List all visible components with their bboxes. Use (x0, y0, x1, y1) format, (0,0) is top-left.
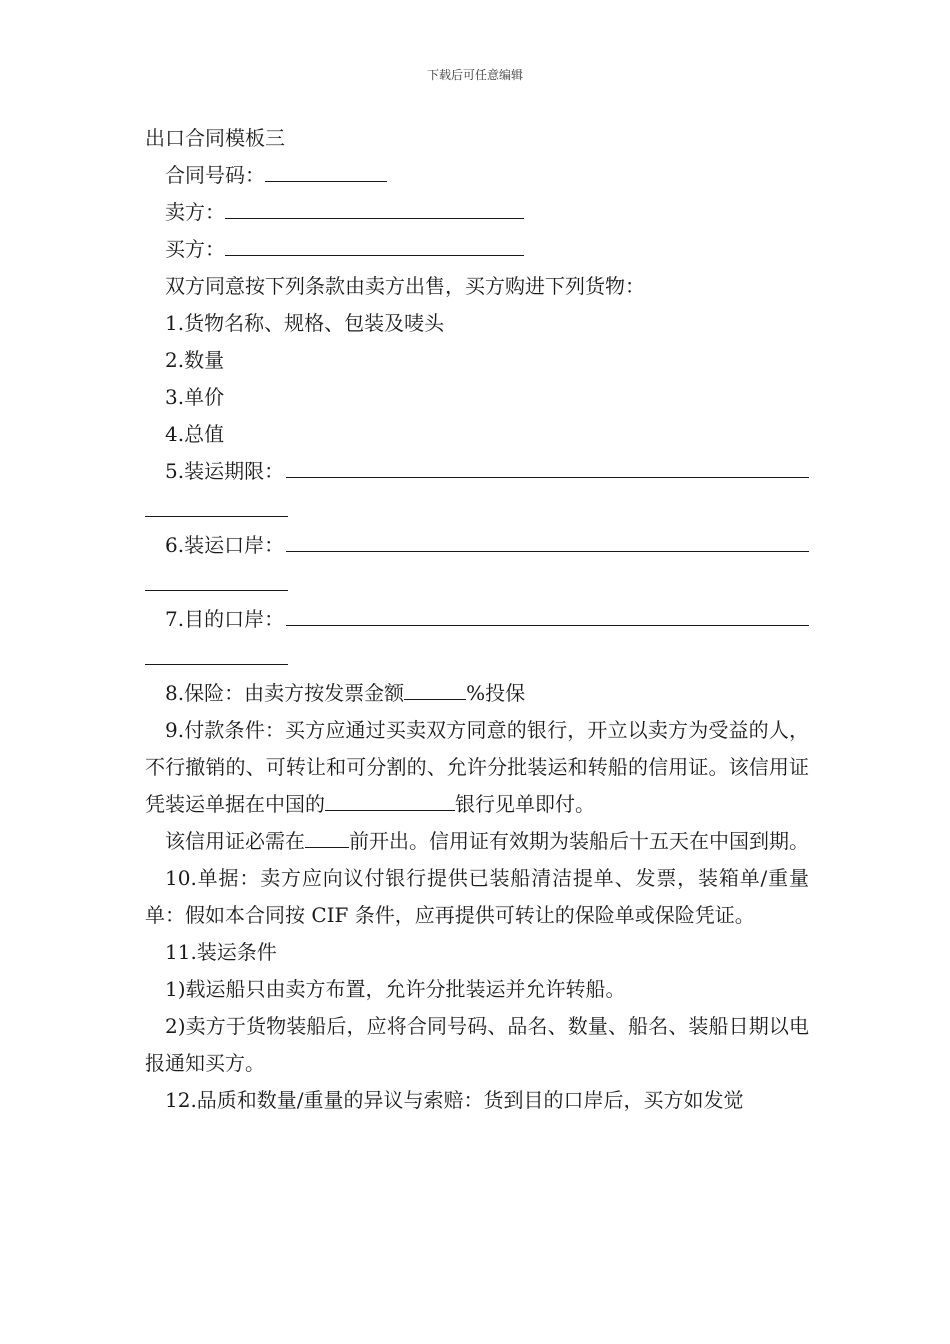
clause-7 (145, 601, 809, 638)
loading-port-blank-cont[interactable] (145, 568, 288, 591)
clause-5 (145, 453, 809, 490)
clause-4: 4.总值 (165, 422, 225, 446)
clause-9-lc (145, 823, 809, 860)
clause-9 (145, 712, 809, 823)
loading-port-blank[interactable] (286, 527, 809, 552)
lc-date-blank[interactable] (305, 825, 349, 848)
contract-number-blank[interactable] (265, 159, 387, 182)
insurance-percent-blank[interactable] (404, 677, 466, 700)
clause-11-1: 1)载运船只由卖方布置，允许分批装运并允许转船。 (165, 977, 626, 1001)
buyer-label: 买方： (165, 237, 225, 261)
seller-blank[interactable] (225, 196, 524, 219)
contract-number-line (145, 157, 809, 194)
clause-9-lc-text-b: 前开出。信用证有效期为装船后十五天在中国到期。 (349, 829, 809, 853)
shipment-period-blank-cont[interactable] (145, 494, 288, 517)
clause-11-2: 2)卖方于货物装船后，应将合同号码、品名、数量、船名、装船日期以电报通知买方。 (145, 1014, 809, 1075)
clause-3: 3.单价 (165, 385, 225, 409)
seller-line (145, 194, 809, 231)
clause-12: 12.品质和数量/重量的异议与索赔：货到目的口岸后，买方如发觉 (165, 1088, 744, 1112)
bank-blank[interactable] (325, 788, 455, 811)
clause-8 (145, 675, 809, 712)
clause-5-continuation (145, 490, 809, 527)
clause-6-continuation (145, 564, 809, 601)
clause-6-label: 6.装运口岸： (165, 533, 285, 557)
seller-label: 卖方： (165, 200, 225, 224)
clause-9-text-b: 银行见单即付。 (455, 792, 595, 816)
buyer-blank[interactable] (225, 233, 524, 256)
clause-7-continuation (145, 638, 809, 675)
contract-number-label: 合同号码： (165, 163, 265, 187)
clause-7-label: 7.目的口岸： (165, 607, 285, 631)
clause-5-label: 5.装运期限： (165, 459, 285, 483)
clause-9-lc-text-a: 该信用证必需在 (165, 829, 305, 853)
shipment-period-blank[interactable] (286, 453, 809, 478)
clause-10: 10.单据：卖方应向议付银行提供已装船清洁提单、发票，装箱单/重量单：假如本合同按 CIF 条件，应再提供可转让的保险单或保险凭证。 (145, 866, 809, 927)
clause-6 (145, 527, 809, 564)
clause-8-text-b: %投保 (466, 681, 526, 705)
contract-document (145, 120, 809, 1119)
clause-1: 1.货物名称、规格、包装及唛头 (165, 311, 445, 335)
buyer-line (145, 231, 809, 268)
clause-8-text-a: 8.保险：由卖方按发票金额 (165, 681, 405, 705)
clause-2: 2.数量 (165, 348, 225, 372)
intro-text: 双方同意按下列条款由卖方出售，买方购进下列货物： (165, 274, 645, 298)
clause-11: 11.装运条件 (165, 940, 277, 964)
document-title: 出口合同模板三 (145, 126, 285, 150)
clause-9-text-a: 9.付款条件：买方应通过买卖双方同意的银行，开立以卖方为受益的人，不行撤销的、可转让和可分割的、允许分批装运和转船的信用证。该信用证凭装运单据在中国的 (145, 718, 809, 816)
destination-port-blank-cont[interactable] (145, 642, 288, 665)
page-header: 下载后可任意编辑 (426, 68, 523, 82)
destination-port-blank[interactable] (286, 601, 809, 626)
